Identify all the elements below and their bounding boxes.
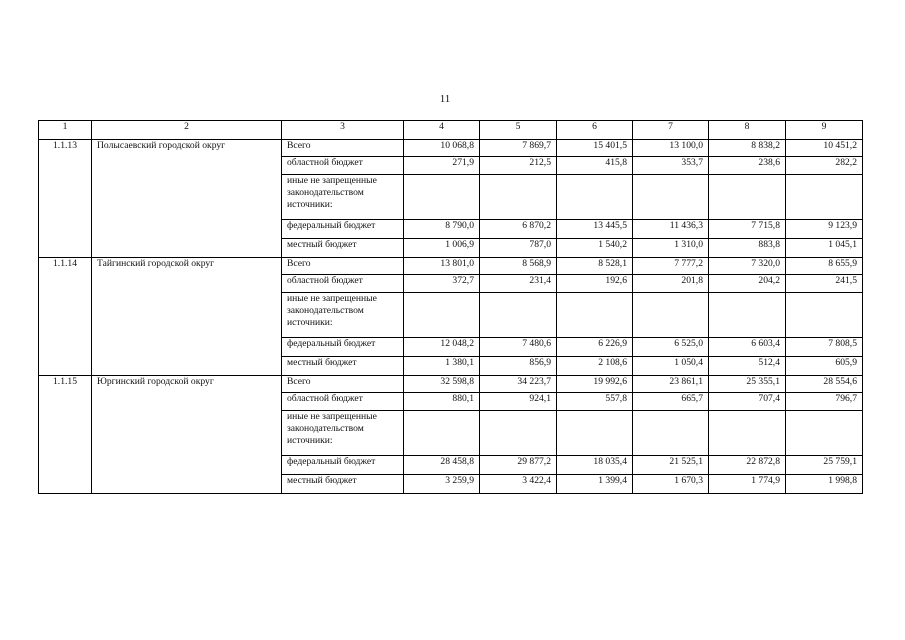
value-cell: 192,6	[557, 275, 633, 293]
value-cell	[404, 175, 480, 220]
value-cell: 1 399,4	[557, 475, 633, 494]
value-cell: 415,8	[557, 157, 633, 175]
value-cell: 605,9	[786, 357, 863, 376]
source-label: местный бюджет	[282, 475, 404, 494]
value-cell: 1 998,8	[786, 475, 863, 494]
value-cell: 1 050,4	[633, 357, 709, 376]
value-cell: 8 655,9	[786, 258, 863, 275]
value-cell: 1 006,9	[404, 239, 480, 258]
source-label: областной бюджет	[282, 393, 404, 411]
value-cell: 6 525,0	[633, 338, 709, 357]
value-cell	[557, 411, 633, 456]
value-cell: 204,2	[709, 275, 786, 293]
value-cell: 1 774,9	[709, 475, 786, 494]
value-cell: 25 355,1	[709, 376, 786, 393]
value-cell: 201,8	[633, 275, 709, 293]
value-cell: 7 869,7	[480, 140, 557, 157]
header-cell: 2	[92, 121, 282, 140]
value-cell: 271,9	[404, 157, 480, 175]
value-cell: 880,1	[404, 393, 480, 411]
value-cell: 241,5	[786, 275, 863, 293]
value-cell: 7 777,2	[633, 258, 709, 275]
value-cell: 3 259,9	[404, 475, 480, 494]
value-cell	[557, 175, 633, 220]
value-cell: 1 045,1	[786, 239, 863, 258]
header-cell: 7	[633, 121, 709, 140]
header-row	[39, 121, 863, 140]
table-body	[39, 121, 863, 494]
source-label: иные не запрещенные законодательством источники:	[282, 293, 404, 338]
value-cell: 22 872,8	[709, 456, 786, 475]
value-cell: 282,2	[786, 157, 863, 175]
table-row	[39, 258, 863, 275]
value-cell: 23 861,1	[633, 376, 709, 393]
header-cell: 8	[709, 121, 786, 140]
value-cell: 8 568,9	[480, 258, 557, 275]
value-cell: 787,0	[480, 239, 557, 258]
value-cell	[633, 411, 709, 456]
value-cell	[786, 411, 863, 456]
source-label: федеральный бюджет	[282, 220, 404, 239]
header-cell: 9	[786, 121, 863, 140]
value-cell: 12 048,2	[404, 338, 480, 357]
value-cell: 231,4	[480, 275, 557, 293]
value-cell: 13 801,0	[404, 258, 480, 275]
value-cell: 25 759,1	[786, 456, 863, 475]
value-cell: 15 401,5	[557, 140, 633, 157]
value-cell: 6 603,4	[709, 338, 786, 357]
value-cell: 557,8	[557, 393, 633, 411]
value-cell	[480, 411, 557, 456]
value-cell: 29 877,2	[480, 456, 557, 475]
source-label: Всего	[282, 140, 404, 157]
value-cell: 13 445,5	[557, 220, 633, 239]
value-cell: 238,6	[709, 157, 786, 175]
value-cell: 8 790,0	[404, 220, 480, 239]
value-cell: 8 528,1	[557, 258, 633, 275]
value-cell: 6 870,2	[480, 220, 557, 239]
header-cell: 3	[282, 121, 404, 140]
header-cell: 4	[404, 121, 480, 140]
value-cell: 10 068,8	[404, 140, 480, 157]
source-label: областной бюджет	[282, 275, 404, 293]
source-label: Всего	[282, 258, 404, 275]
value-cell	[709, 411, 786, 456]
header-cell: 6	[557, 121, 633, 140]
value-cell	[404, 411, 480, 456]
value-cell: 7 320,0	[709, 258, 786, 275]
source-label: местный бюджет	[282, 357, 404, 376]
value-cell	[633, 175, 709, 220]
value-cell: 32 598,8	[404, 376, 480, 393]
source-label: федеральный бюджет	[282, 338, 404, 357]
row-code: 1.1.15	[39, 376, 92, 494]
value-cell: 883,8	[709, 239, 786, 258]
source-label: иные не запрещенные законодательством источники:	[282, 175, 404, 220]
value-cell: 2 108,6	[557, 357, 633, 376]
value-cell: 1 670,3	[633, 475, 709, 494]
value-cell: 353,7	[633, 157, 709, 175]
source-label: областной бюджет	[282, 157, 404, 175]
value-cell	[480, 293, 557, 338]
value-cell: 6 226,9	[557, 338, 633, 357]
value-cell: 1 310,0	[633, 239, 709, 258]
value-cell: 3 422,4	[480, 475, 557, 494]
value-cell: 34 223,7	[480, 376, 557, 393]
value-cell: 7 480,6	[480, 338, 557, 357]
value-cell	[404, 293, 480, 338]
source-label: федеральный бюджет	[282, 456, 404, 475]
value-cell	[480, 175, 557, 220]
territory-name: Полысаевский городской округ	[92, 140, 282, 258]
value-cell	[709, 293, 786, 338]
value-cell	[709, 175, 786, 220]
value-cell: 1 380,1	[404, 357, 480, 376]
value-cell: 796,7	[786, 393, 863, 411]
value-cell: 13 100,0	[633, 140, 709, 157]
value-cell	[786, 175, 863, 220]
value-cell: 1 540,2	[557, 239, 633, 258]
value-cell: 28 458,8	[404, 456, 480, 475]
budget-table	[38, 120, 863, 494]
value-cell: 665,7	[633, 393, 709, 411]
value-cell: 8 838,2	[709, 140, 786, 157]
value-cell: 212,5	[480, 157, 557, 175]
value-cell: 372,7	[404, 275, 480, 293]
table-row	[39, 140, 863, 157]
header-cell: 5	[480, 121, 557, 140]
row-code: 1.1.14	[39, 258, 92, 376]
value-cell: 10 451,2	[786, 140, 863, 157]
value-cell: 7 715,8	[709, 220, 786, 239]
value-cell	[786, 293, 863, 338]
value-cell	[557, 293, 633, 338]
value-cell	[633, 293, 709, 338]
source-label: Всего	[282, 376, 404, 393]
value-cell: 856,9	[480, 357, 557, 376]
value-cell: 18 035,4	[557, 456, 633, 475]
territory-name: Юргинский городской округ	[92, 376, 282, 494]
value-cell: 19 992,6	[557, 376, 633, 393]
source-label: иные не запрещенные законодательством источники:	[282, 411, 404, 456]
row-code: 1.1.13	[39, 140, 92, 258]
header-cell: 1	[39, 121, 92, 140]
source-label: местный бюджет	[282, 239, 404, 258]
value-cell: 7 808,5	[786, 338, 863, 357]
value-cell: 28 554,6	[786, 376, 863, 393]
territory-name: Тайгинский городской округ	[92, 258, 282, 376]
value-cell: 9 123,9	[786, 220, 863, 239]
value-cell: 707,4	[709, 393, 786, 411]
value-cell: 512,4	[709, 357, 786, 376]
value-cell: 21 525,1	[633, 456, 709, 475]
table-row	[39, 376, 863, 393]
value-cell: 924,1	[480, 393, 557, 411]
value-cell: 11 436,3	[633, 220, 709, 239]
page-number: 11	[439, 93, 451, 105]
